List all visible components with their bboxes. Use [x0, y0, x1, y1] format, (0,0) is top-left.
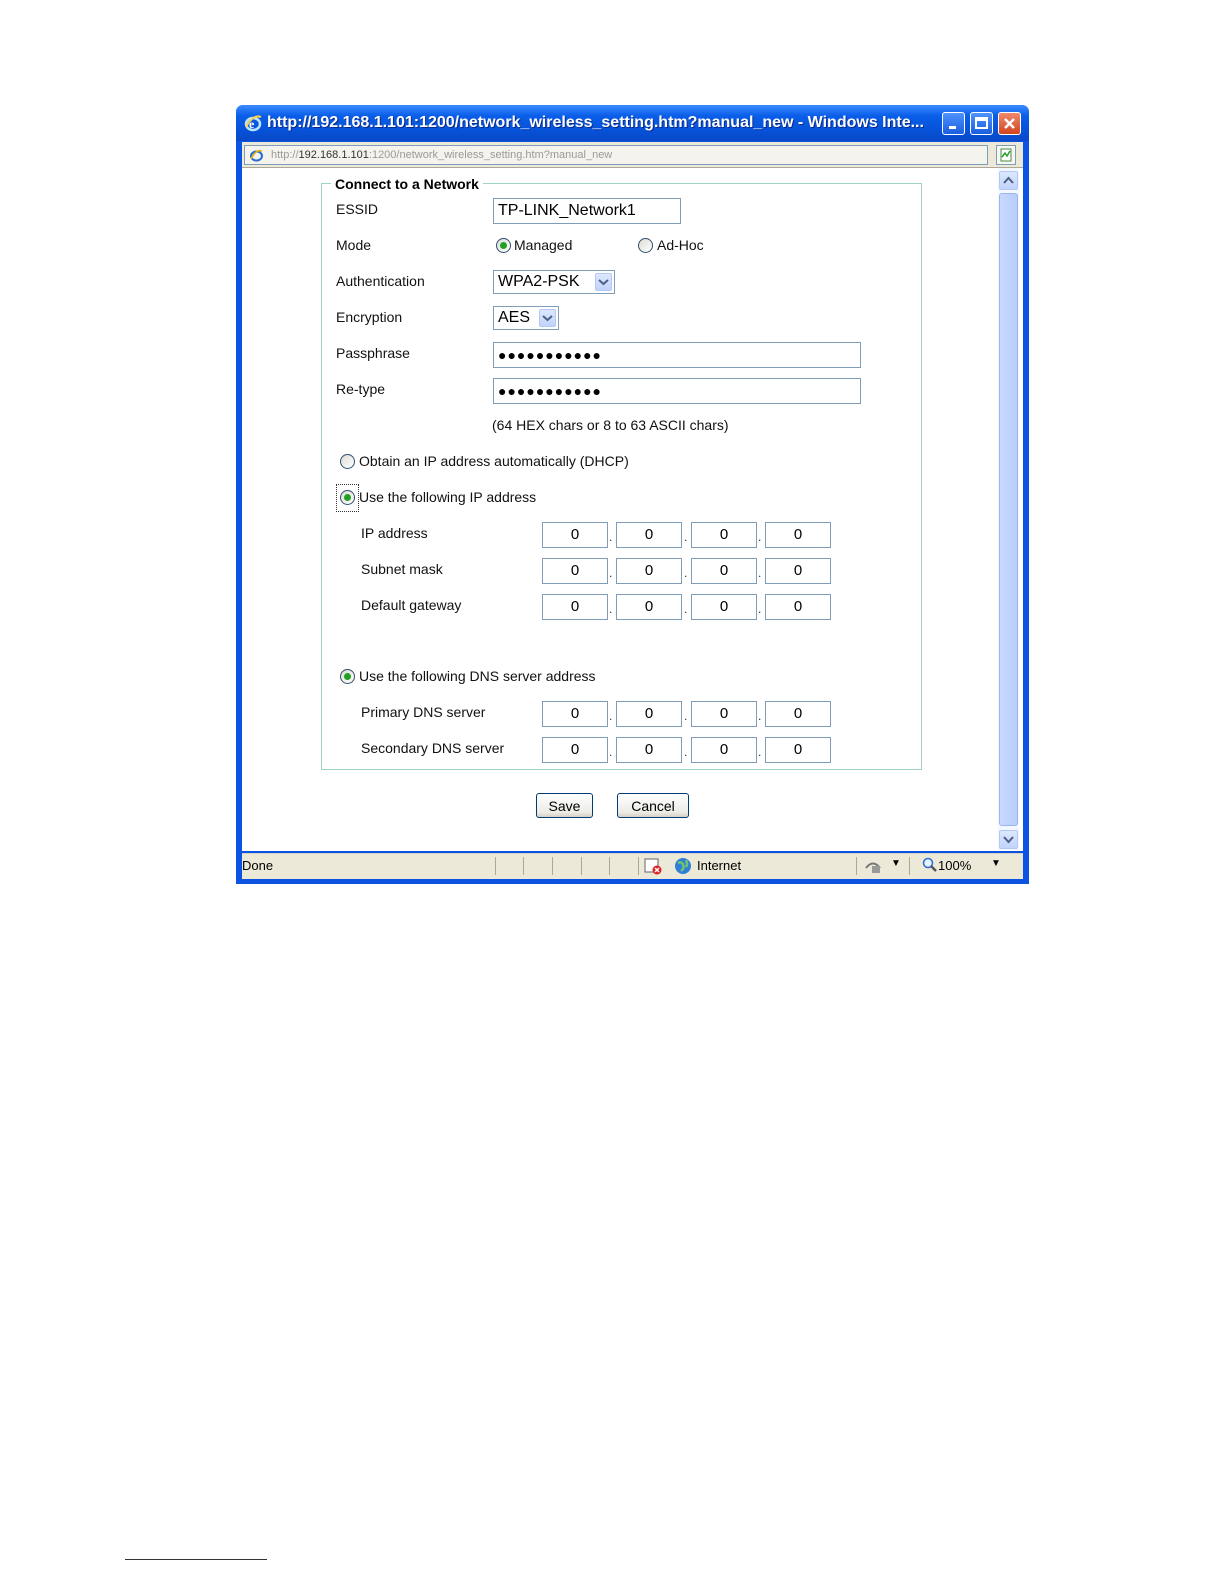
mode-label: Mode — [336, 237, 372, 253]
ip-octet-2[interactable]: 0 — [616, 522, 682, 548]
dhcp-radio[interactable] — [340, 454, 355, 469]
scroll-up-button[interactable] — [999, 171, 1018, 190]
address-prefix: http:// — [271, 149, 299, 161]
retype-input[interactable]: ●●●●●●●●●●● — [493, 378, 861, 404]
ip-octet-4[interactable]: 0 — [765, 522, 831, 548]
mask-octet-3[interactable]: 0 — [691, 558, 757, 584]
mask-octet-2[interactable]: 0 — [616, 558, 682, 584]
retype-label: Re-type — [336, 381, 386, 397]
blocked-icon — [644, 858, 663, 875]
dns-manual-label: Use the following DNS server address — [359, 668, 596, 684]
primary-dns-label: Primary DNS server — [361, 704, 486, 720]
essid-input[interactable] — [493, 198, 681, 224]
scroll-thumb[interactable] — [999, 193, 1018, 826]
globe-icon — [674, 857, 692, 875]
protected-mode-icon[interactable] — [864, 858, 886, 875]
encryption-value: AES — [498, 309, 531, 326]
passphrase-label: Passphrase — [336, 345, 410, 361]
address-text — [271, 149, 612, 161]
page-report-icon — [997, 146, 1015, 164]
dhcp-label: Obtain an IP address automatically (DHCP) — [359, 453, 629, 469]
passphrase-input[interactable]: ●●●●●●●●●●● — [493, 342, 861, 368]
dns-manual-radio[interactable] — [340, 669, 355, 684]
ie-logo-icon — [243, 113, 263, 133]
page-report-button[interactable] — [996, 145, 1016, 165]
zoom-dropdown[interactable]: ▼ — [991, 858, 1001, 869]
ip-octet-3[interactable]: 0 — [691, 522, 757, 548]
vertical-scrollbar[interactable] — [998, 168, 1019, 850]
encryption-label: Encryption — [336, 309, 403, 325]
default-gateway-label: Default gateway — [361, 597, 462, 613]
pdns-octet-4[interactable]: 0 — [765, 701, 831, 727]
close-icon — [999, 113, 1020, 134]
static-ip-label: Use the following IP address — [359, 489, 537, 505]
mode-adhoc-label: Ad-Hoc — [657, 237, 704, 253]
minimize-button[interactable] — [942, 112, 965, 135]
chevron-down-icon — [539, 309, 556, 327]
passphrase-hint: (64 HEX chars or 8 to 63 ASCII chars) — [492, 417, 729, 433]
secondary-dns-label: Secondary DNS server — [361, 740, 505, 756]
svg-text:e: e — [249, 117, 255, 131]
footnote-rule — [125, 1559, 267, 1560]
protected-mode-dropdown[interactable]: ▼ — [891, 858, 901, 869]
fieldset-legend: Connect to a Network — [331, 176, 483, 192]
address-path: :1200/network_wireless_setting.htm?manual_new — [368, 149, 613, 161]
window-title: http://192.168.1.101:1200/network_wireless_setting.htm?manual_new - Windows Inte... — [267, 114, 924, 131]
static-ip-radio[interactable] — [340, 490, 355, 505]
address-host: 192.168.1.101 — [298, 149, 369, 161]
scroll-down-button[interactable] — [999, 830, 1018, 849]
pdns-octet-3[interactable]: 0 — [691, 701, 757, 727]
mask-octet-4[interactable]: 0 — [765, 558, 831, 584]
address-field[interactable] — [244, 145, 988, 165]
maximize-icon — [971, 113, 992, 134]
pdns-octet-2[interactable]: 0 — [616, 701, 682, 727]
sdns-octet-3[interactable]: 0 — [691, 737, 757, 763]
mask-octet-1[interactable]: 0 — [542, 558, 608, 584]
gateway-octet-3[interactable]: 0 — [691, 594, 757, 620]
chevron-up-icon — [1000, 172, 1017, 189]
minimize-icon — [943, 113, 964, 134]
maximize-button[interactable] — [970, 112, 993, 135]
cancel-button[interactable]: Cancel — [617, 793, 689, 818]
ie-page-icon — [249, 148, 264, 163]
subnet-mask-label: Subnet mask — [361, 561, 443, 577]
sdns-octet-4[interactable]: 0 — [765, 737, 831, 763]
ip-address-label: IP address — [361, 525, 428, 541]
sdns-octet-2[interactable]: 0 — [616, 737, 682, 763]
address-bar — [242, 142, 1023, 168]
mode-managed-label: Managed — [514, 237, 573, 253]
authentication-value: WPA2-PSK — [498, 273, 580, 290]
pdns-octet-1[interactable]: 0 — [542, 701, 608, 727]
authentication-label: Authentication — [336, 273, 425, 289]
save-button[interactable]: Save — [536, 793, 593, 818]
essid-label: ESSID — [336, 201, 379, 217]
title-bar — [236, 105, 1029, 141]
gateway-octet-2[interactable]: 0 — [616, 594, 682, 620]
zoom-level[interactable]: 100% — [938, 858, 972, 873]
close-button[interactable] — [998, 112, 1021, 135]
mode-adhoc-radio[interactable] — [638, 238, 653, 253]
status-text: Done — [242, 858, 274, 873]
gateway-octet-1[interactable]: 0 — [542, 594, 608, 620]
status-bar — [242, 853, 1023, 879]
security-zone: Internet — [697, 858, 742, 873]
mode-managed-radio[interactable] — [496, 238, 511, 253]
zoom-icon[interactable] — [922, 857, 938, 874]
sdns-octet-1[interactable]: 0 — [542, 737, 608, 763]
chevron-down-icon — [595, 273, 612, 291]
authentication-select[interactable] — [493, 270, 615, 294]
gateway-octet-4[interactable]: 0 — [765, 594, 831, 620]
ip-octet-1[interactable]: 0 — [542, 522, 608, 548]
chevron-down-icon — [1000, 831, 1017, 848]
encryption-select[interactable] — [493, 306, 559, 330]
